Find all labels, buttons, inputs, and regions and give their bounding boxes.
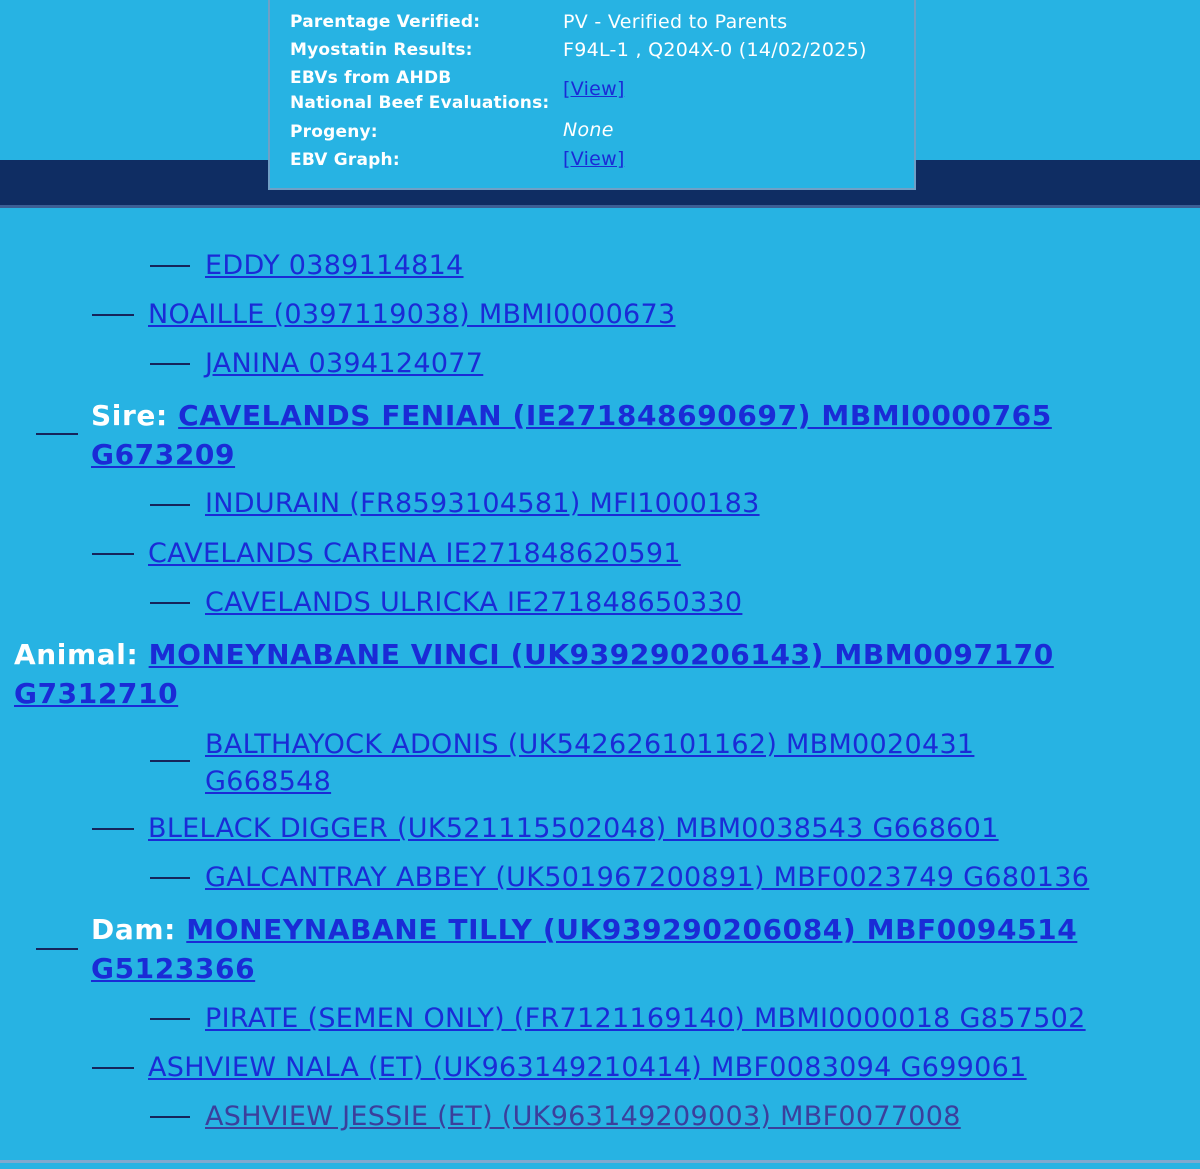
pedigree-sire-dam-link[interactable]: CAVELANDS CARENA IE271848620591 — [148, 538, 681, 569]
dam-link[interactable]: MONEYNABANE TILLY (UK939290206084) MBF0094514 G5123366 — [91, 913, 1078, 985]
connector — [150, 363, 190, 365]
connector — [150, 1116, 190, 1118]
dam-entry — [91, 910, 1171, 988]
ebv-view-link[interactable]: [View] — [563, 78, 625, 100]
pedigree-sire-sire-sire-link[interactable]: EDDY 0389114814 — [205, 250, 464, 281]
sire-link[interactable]: CAVELANDS FENIAN (IE271848690697) MBMI0000765 G673209 — [91, 399, 1052, 471]
pedigree-dam-dam-sire-link[interactable]: PIRATE (SEMEN ONLY) (FR7121169140) MBMI0000018 G857502 — [205, 1003, 1086, 1034]
ebv-graph-view-link[interactable]: [View] — [563, 148, 625, 170]
pedigree-dam-sire-link[interactable]: BLELACK DIGGER (UK521115502048) MBM0038543 G668601 — [148, 813, 999, 844]
connector — [36, 948, 78, 950]
pedigree-tree — [0, 208, 1200, 1163]
pedigree-sire-sire-link[interactable]: NOAILLE (0397119038) MBMI0000673 — [148, 299, 676, 330]
animal-label: Animal: — [14, 638, 139, 671]
pedigree-dam-sire-dam-link[interactable]: GALCANTRAY ABBEY (UK501967200891) MBF0023749 G680136 — [205, 862, 1090, 893]
myostatin-value: F94L-1 , Q204X-0 (14/02/2025) — [563, 39, 867, 61]
pedigree-sire-dam-sire-link[interactable]: INDURAIN (FR8593104581) MFI1000183 — [205, 488, 760, 519]
connector — [150, 265, 190, 267]
parentage-value: PV - Verified to Parents — [563, 11, 788, 33]
myostatin-label: Myostatin Results: — [290, 40, 473, 60]
ebv-label-line1: EBVs from AHDB — [290, 68, 452, 88]
bottom-divider — [0, 1160, 1200, 1163]
ebv-label-line2: National Beef Evaluations: — [290, 93, 550, 113]
connector — [92, 314, 134, 316]
ebv-graph-label: EBV Graph: — [290, 150, 400, 170]
connector — [150, 877, 190, 879]
connector — [150, 504, 190, 506]
connector — [36, 433, 78, 435]
pedigree-dam-dam-dam-link[interactable]: ASHVIEW JESSIE (ET) (UK963149209003) MBF0077008 — [205, 1101, 961, 1132]
dam-label: Dam: — [91, 913, 176, 946]
progeny-value: None — [563, 119, 614, 141]
connector — [92, 553, 134, 555]
progeny-label: Progeny: — [290, 122, 378, 142]
animal-entry — [14, 635, 1154, 713]
connector — [92, 1067, 134, 1069]
animal-info-panel — [268, 0, 916, 190]
animal-link[interactable]: MONEYNABANE VINCI (UK939290206143) MBM0097170 G7312710 — [14, 638, 1054, 710]
pedigree-dam-dam-link[interactable]: ASHVIEW NALA (ET) (UK963149210414) MBF0083094 G699061 — [148, 1052, 1027, 1083]
pedigree-dam-sire-sire-link[interactable]: BALTHAYOCK ADONIS (UK542626101162) MBM0020431 G668548 — [205, 729, 975, 797]
connector — [150, 1018, 190, 1020]
connector — [92, 828, 134, 830]
pedigree-sire-dam-dam-link[interactable]: CAVELANDS ULRICKA IE271848650330 — [205, 587, 743, 618]
pedigree-sire-sire-dam-link[interactable]: JANINA 0394124077 — [205, 348, 484, 379]
connector — [150, 760, 190, 762]
sire-label: Sire: — [91, 399, 168, 432]
connector — [150, 602, 190, 604]
parentage-label: Parentage Verified: — [290, 12, 481, 32]
sire-entry — [91, 396, 1151, 474]
